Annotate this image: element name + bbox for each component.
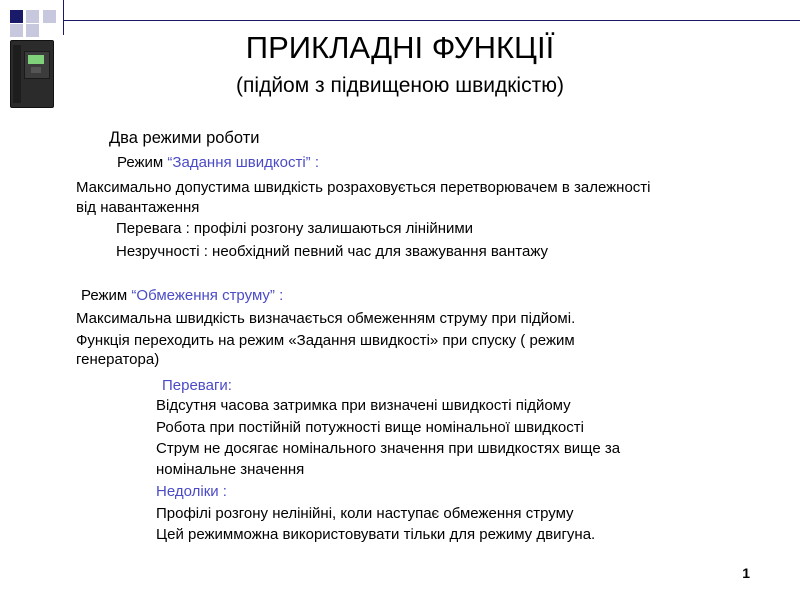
corner-square xyxy=(10,10,23,23)
mode2-disadvantages-label: Недоліки : xyxy=(156,483,227,500)
mode1-title xyxy=(117,153,319,172)
mode2-desc: Функція переходить на режим «Задання швидкості» при спуску ( режим xyxy=(76,332,575,349)
mode2-advantage-item: Робота при постійній потужності вище номінальної швидкості xyxy=(156,419,584,436)
section-heading: Два режими роботи xyxy=(109,129,260,147)
mode2-advantage-item: Струм не досягає номінального значення при швидкостях вище за xyxy=(156,440,621,457)
mode2-name: “Обмеження струму” : xyxy=(131,287,284,304)
mode1-name: “Задання швидкості” : xyxy=(167,154,320,171)
mode1-disadvantage: Незручності : необхідний певний час для зважування вантажу xyxy=(116,243,549,260)
slide-title: ПРИКЛАДНІ ФУНКЦІЇ xyxy=(245,30,555,65)
mode2-advantages-label: Переваги: xyxy=(162,377,232,394)
mode2-prefix: Режим xyxy=(81,287,132,304)
corner-square xyxy=(26,10,39,23)
page-number: 1 xyxy=(742,565,750,581)
mode2-advantage-item: номінальне значення xyxy=(156,461,305,478)
mode2-advantage-item: Відсутня часова затримка при визначені швидкості підйому xyxy=(156,397,571,414)
mode2-title xyxy=(81,286,283,305)
mode2-disadvantage-item: Цей режимможна використовувати тільки для режиму двигуна. xyxy=(156,526,596,543)
mode1-desc: Максимально допустима швидкість розраховується перетворювачем в залежності xyxy=(76,179,651,196)
corner-square xyxy=(43,10,56,23)
header-rule xyxy=(63,20,800,21)
mode2-desc: Максимальна швидкість визначається обмеженням струму при підйомі. xyxy=(76,310,576,327)
mode1-prefix: Режим xyxy=(117,154,168,171)
slide-subtitle: (підйом з підвищеною швидкістю) xyxy=(236,74,564,97)
mode1-advantage: Перевага : профілі розгону залишаються лінійними xyxy=(116,220,474,237)
mode2-desc: генератора) xyxy=(76,351,160,368)
mode2-disadvantage-item: Профілі розгону нелінійні, коли наступає обмеження струму xyxy=(156,505,574,522)
mode1-desc: від навантаження xyxy=(76,199,200,216)
